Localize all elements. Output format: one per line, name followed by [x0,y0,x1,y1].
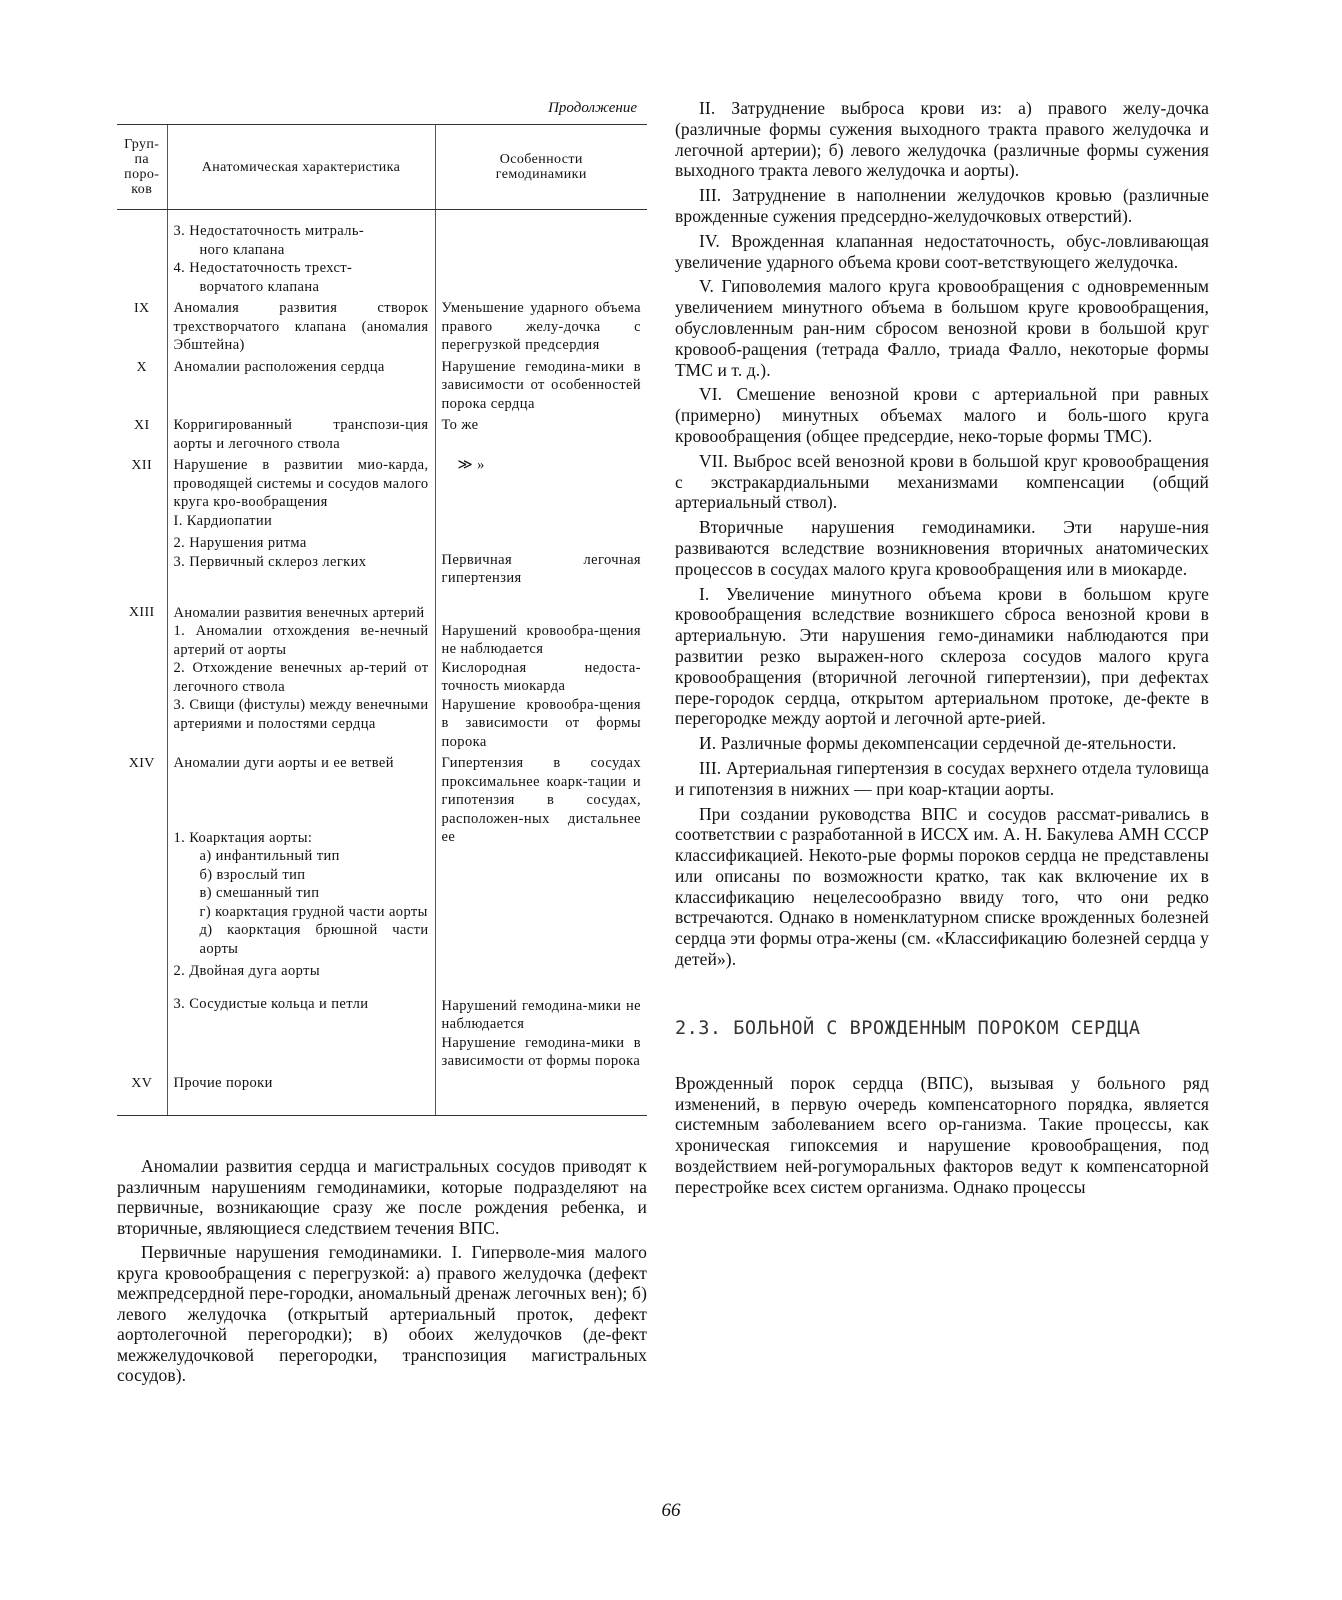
cell-text: Кислородная недоста-точность миокарда [441,659,641,694]
group-number: XI [133,418,150,433]
cell-text: Аномалии дуги аорты и ее ветвей [173,755,394,771]
paragraph: И. Различные формы декомпенсации сердечной де-ятельности. [699,733,1177,754]
group-number: XIII [128,604,155,620]
table-continued-label: Продолжение [548,100,637,116]
cell-text: в) смешанный тип [199,885,320,901]
left-body-text [117,1156,647,1386]
cell-text: Нарушение гемодина-мики в зависимости от формы порока [441,1034,641,1069]
cell-text: Аномалия развития створок трехстворчатого клапана (аномалия Эбштейна) [167,298,435,357]
cell-text: Нарушение кровообра-щения в зависимости от формы порока [441,696,641,750]
group-number: XII [131,458,153,473]
cell-text: 4. Недостаточность трехст- [173,260,353,276]
right-body-text [675,98,1209,1198]
cell-text: То же [441,417,479,433]
table-row [117,753,647,1073]
cell-text: г) коарктация грудной части аорты [199,903,428,920]
header-hemodynamics: Особенности гемодинамики [435,125,647,210]
section-heading: 2.3. БОЛЬНОЙ С ВРОЖДЕННЫМ ПОРОКОМ СЕРДЦА [675,1017,1141,1039]
cell-text: Нарушений гемодина-мики не наблюдается [441,997,641,1032]
cell-text: Нарушений кровообра-щения не наблюдается [441,622,641,657]
left-column [117,98,647,1390]
paragraph: III. Артериальная гипертензия в сосудах верхнего отдела туловища и гипотензия в нижних — при коар-ктации аорты. [675,757,1209,799]
cell-text: 2. Нарушения ритма [173,535,307,551]
cell-text: Аномалии расположения сердца [167,357,435,416]
cell-text: Нарушение гемодина-мики в зависимости от особенностей порока сердца [441,358,641,412]
paragraph: VI. Смешение венозной крови с артериальной при равных (примерно) минутных объемах малого и боль-шого круга кровообращения (общее предсердие, неко-торые формы ТМС). [675,384,1209,446]
paragraph: III. Затруднение в наполнении желудочков кровью (различные врожденные сужения предсердно-желудочковых отверстий). [675,185,1209,226]
paragraph: VII. Выброс всей венозной крови в большой круг кровообращения с экстракардиальными механизмами компенсации (общий артериальный ствол). [675,450,1209,513]
paragraph: II. Затруднение выброса крови из: а) правого желу-дочка (различные формы сужения выходного тракта правого желудочка и легочной артерии); б) левого желудочка (различные формы сужения выходного тракта левого желудочка и аорты). [675,98,1209,181]
table-row [117,455,647,590]
cell-text: 1. Аномалии отхождения ве-нечный артерий от аорты [173,623,429,658]
group-number: IX [133,301,150,316]
cell-text: Аномалии развития венечных артерий [173,604,425,621]
cell-text: 2. Двойная дуга аорты [173,963,320,979]
cell-text: а) инфантильный тип [199,848,340,864]
right-column [675,98,1209,1202]
cell-text: ≫ » [457,457,485,473]
cell-text: б) взрослый тип [199,866,306,883]
cell-text: 1. Коарктация аорты: [173,829,313,846]
cell-text: Гипертензия в сосудах проксимальнее коарк-тации и гипотензия в сосудах, расположен-ных дистальнее ее [441,755,641,845]
cell-text: Нарушение в развитии мио-карда, проводящей системы и сосудов малого круга кро-вообращения [173,457,429,510]
group-number: XIV [128,756,155,771]
paragraph: При создании руководства ВПС и сосудов рассмат-ривались в соответствии с разработанной в ИССХ им. А. Н. Бакулева АМН СССР классификацией. Некото-рые формы пороков сердца не представлены или описаны по возможности кратко, так как включение их в классификацию нецелесообразно ввиду того, что они редко встречаются. Однако в номенклатурном списке врожденных болезней сердца эти формы отра-жены (см. «Классификацию болезней сердца у детей»). [675,803,1209,970]
paragraph: Вторичные нарушения гемодинамики. Эти наруше-ния развиваются вследствие возникновения вторичных анатомических процессов в сосудах малого круга кровообращения или в миокарде. [675,517,1209,579]
page-number: 66 [661,1500,681,1521]
cell-text: 2. Отхождение венечных ар-терий от легочного ствола [173,660,429,695]
table-row [117,298,647,357]
cell-text: Прочие пороки [167,1073,435,1116]
paragraph: Аномалии развития сердца и магистральных сосудов приводят к различным нарушениям гемодинамики, которые подразделяют на первичные, возникающие сразу же после рождения ребенка, и вторичные, являющиеся следствием течения ВПС. [117,1156,647,1238]
table-row [117,590,647,754]
table-row [117,357,647,416]
paragraph: Врожденный порок сердца (ВПС), вызывая у больного ряд изменений, в первую очередь компенсаторного порядка, является системным заболеванием всего ор-ганизма. Такие процессы, как хроническая гипоксемия и нарушение кровообращения, под воздействием ней-рогуморальных факторов ведут к компенсаторной перестройке всех систем организма. Однако процессы [675,1072,1209,1197]
paragraph: I. Увеличение минутного объема крови в большом круге кровообращения вследствие возникшего сброса венозной крови в артериальную. Эти нарушения гемо-динамики наблюдаются при развитии резко выражен-ного склероза сосудов малого круга кровообращения (вторичной легочной гипертензии), при дефектах пере-городок сердца, открытом артериальном протоке, де-фекте в перегородке между аортой и легочной арте-рией. [675,583,1209,729]
cell-text: Корригированный транспози-ция аорты и легочного ствола [167,415,435,455]
paragraph: V. Гиповолемия малого круга кровообращения с одновременным увеличением минутного объема в большом круге кровообращения, обусловленным ран-ним сбросом венозной крови в большой круг кровооб-ращения (тетрада Фалло, триада Фалло, некоторые формы ТМС и т. д.). [675,276,1209,380]
header-anatomy: Анатомическая характеристика [167,125,435,210]
table-row [117,210,647,299]
cell-text: ного клапана [199,241,285,258]
cell-text: Первичная легочная гипертензия [441,551,641,586]
cell-text: 3. Сосудистые кольца и петли [173,995,369,1012]
paragraph: IV. Врожденная клапанная недостаточность, обус-ловливающая увеличение ударного объема крови соот-ветствующего желудочка. [675,230,1209,272]
defects-table [117,124,647,1116]
table-row [117,415,647,455]
cell-text: д) каорктация брюшной части аорты [199,922,429,957]
paragraph: Первичные нарушения гемодинамики. I. Гиперволе-мия малого круга кровообращения с перегрузкой: а) правого желудочка (дефект межпредсердной пере-городки, аномальный дренаж легочных вен); б) левого желудочка (открытый артериальный проток, дефект аортолегочной перегородки); в) обоих желудочков (де-фект межжелудочковой перегородки, транспозиция магистральных сосудов). [117,1242,647,1385]
cell-text: Уменьшение ударного объема правого желу-дочка с перегрузкой предсердия [441,300,641,353]
group-number: XV [117,1073,167,1116]
cell-text: 3. Первичный склероз легких [173,553,367,570]
cell-text: ворчатого клапана [199,278,320,295]
cell-text: 3. Свищи (фистулы) между венечными артериями и полостями сердца [173,697,429,732]
group-number: X [136,359,147,375]
table-row [117,1073,647,1116]
cell-text: 3. Недостаточность митраль- [173,223,365,239]
cell-text: I. Кардиопатии [173,512,273,529]
header-group: Груп- па поро- ков [117,125,167,210]
